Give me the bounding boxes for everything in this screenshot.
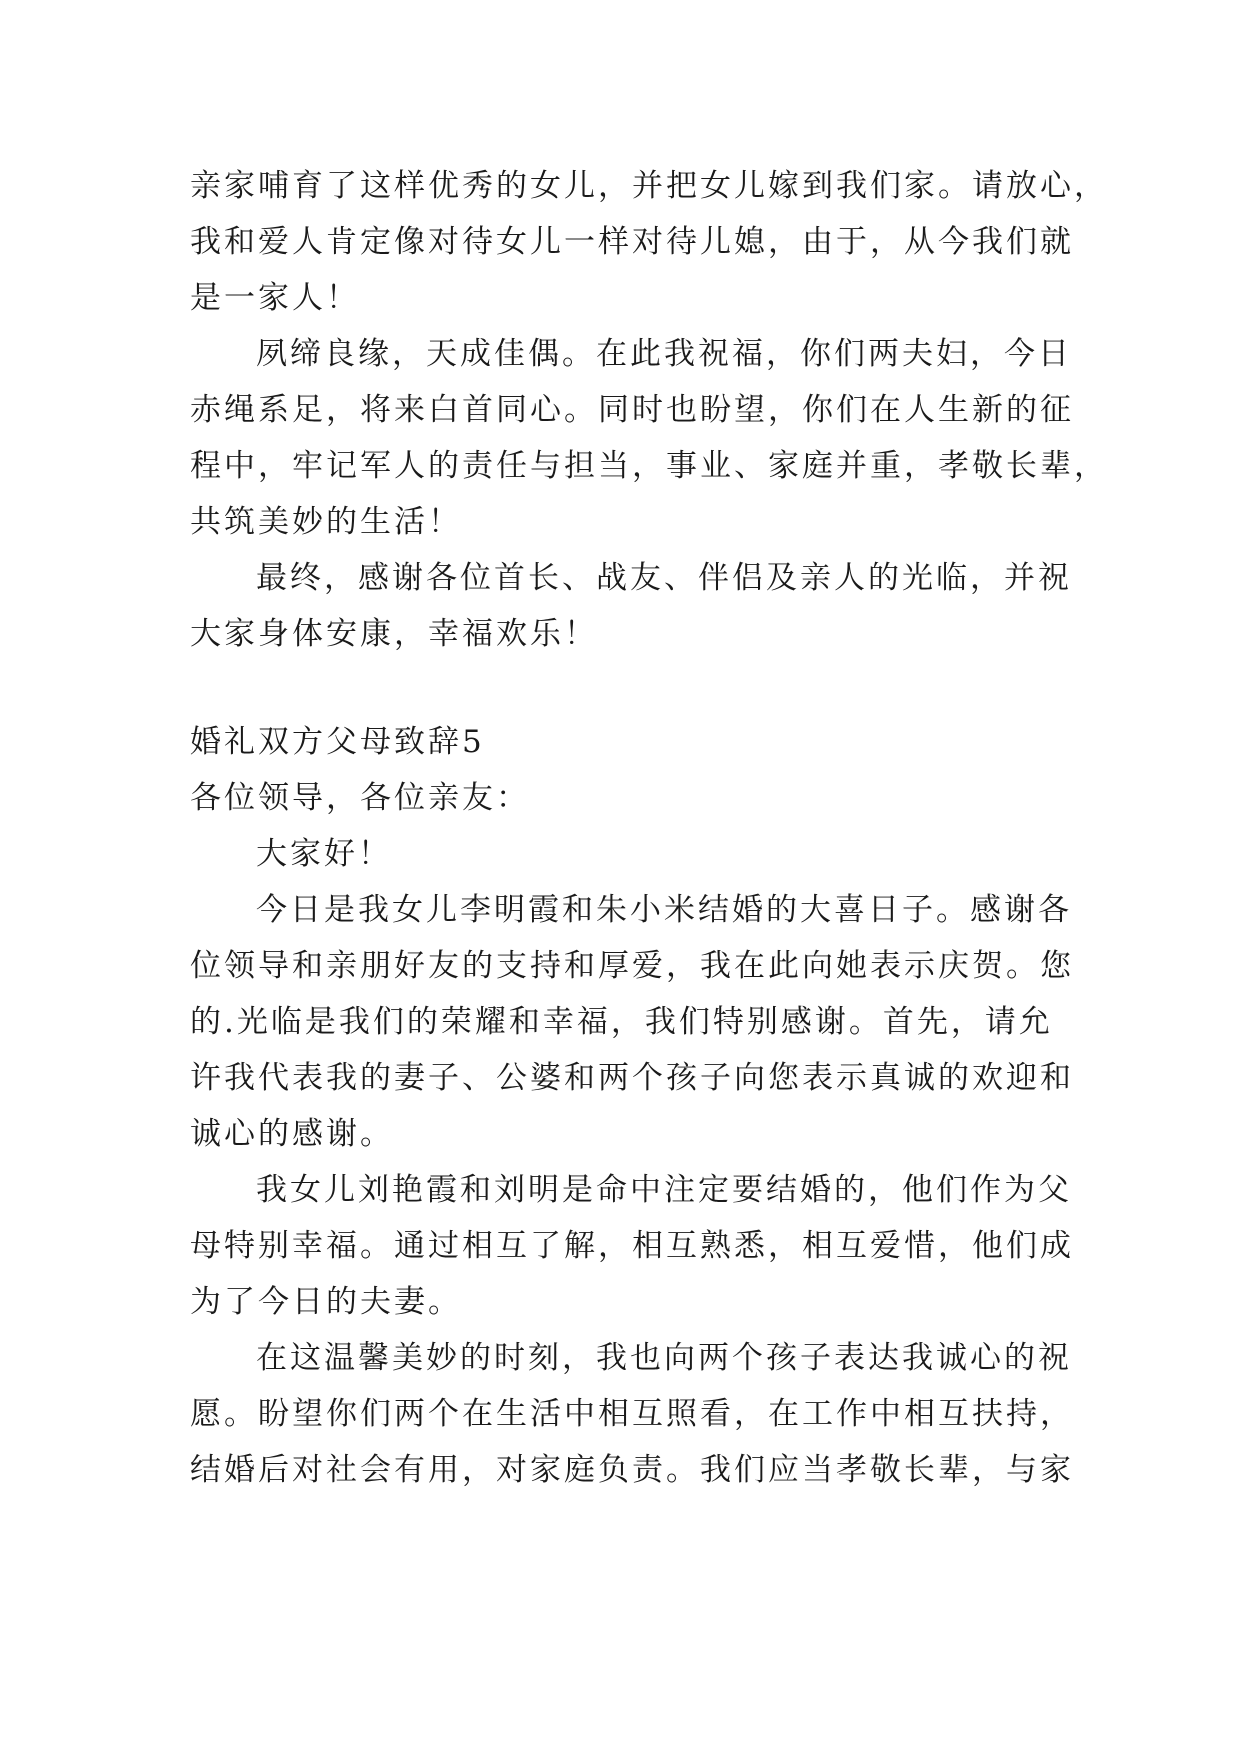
text-line: 许我代表我的妻子、公婆和两个孩子向您表示真诚的欢迎和 xyxy=(190,1060,1074,1096)
section-heading-block xyxy=(190,714,1050,882)
text-line: 最终，感谢各位首长、战友、伴侣及亲人的光临，并祝 xyxy=(256,560,1072,596)
paragraph-b3 xyxy=(190,1330,1074,1498)
text-line: 共筑美妙的生活！ xyxy=(190,504,462,540)
text-line: 为了今日的夫妻。 xyxy=(190,1284,462,1320)
greeting: 大家好！ xyxy=(256,836,392,872)
salutation: 各位领导，各位亲友： xyxy=(190,780,530,816)
paragraph-a1 xyxy=(190,158,1108,326)
text-line: 愿。盼望你们两个在生活中相互照看，在工作中相互扶持， xyxy=(190,1396,1074,1432)
paragraph-a2 xyxy=(190,326,1108,550)
paragraph-a3 xyxy=(190,550,1072,662)
text-line: 的.光临是我们的荣耀和幸福，我们特别感谢。首先，请允 xyxy=(190,1004,1053,1040)
text-line: 是一家人！ xyxy=(190,280,360,316)
text-line: 今日是我女儿李明霞和朱小米结婚的大喜日子。感谢各 xyxy=(256,892,1072,928)
text-line: 大家身体安康，幸福欢乐！ xyxy=(190,616,598,652)
section-title: 婚礼双方父母致辞5 xyxy=(190,724,485,760)
paragraph-b2 xyxy=(190,1162,1074,1330)
text-line: 亲家哺育了这样优秀的女儿，并把女儿嫁到我们家。请放心， xyxy=(190,168,1108,204)
text-line: 夙缔良缘，天成佳偶。在此我祝福，你们两夫妇，今日 xyxy=(256,336,1072,372)
text-line: 诚心的感谢。 xyxy=(190,1116,394,1152)
text-line: 程中，牢记军人的责任与担当，事业、家庭并重，孝敬长辈， xyxy=(190,448,1108,484)
paragraph-b1 xyxy=(190,882,1074,1162)
text-line: 位领导和亲朋好友的支持和厚爱，我在此向她表示庆贺。您 xyxy=(190,948,1074,984)
text-line: 在这温馨美妙的时刻，我也向两个孩子表达我诚心的祝 xyxy=(256,1340,1072,1376)
text-line: 我和爱人肯定像对待女儿一样对待儿媳，由于，从今我们就 xyxy=(190,224,1074,260)
text-line: 母特别幸福。通过相互了解，相互熟悉，相互爱惜，他们成 xyxy=(190,1228,1074,1264)
text-line: 结婚后对社会有用，对家庭负责。我们应当孝敬长辈，与家 xyxy=(190,1452,1074,1488)
document-body xyxy=(190,158,1108,1498)
text-line: 我女儿刘艳霞和刘明是命中注定要结婚的，他们作为父 xyxy=(256,1172,1072,1208)
text-line: 赤绳系足，将来白首同心。同时也盼望，你们在人生新的征 xyxy=(190,392,1074,428)
